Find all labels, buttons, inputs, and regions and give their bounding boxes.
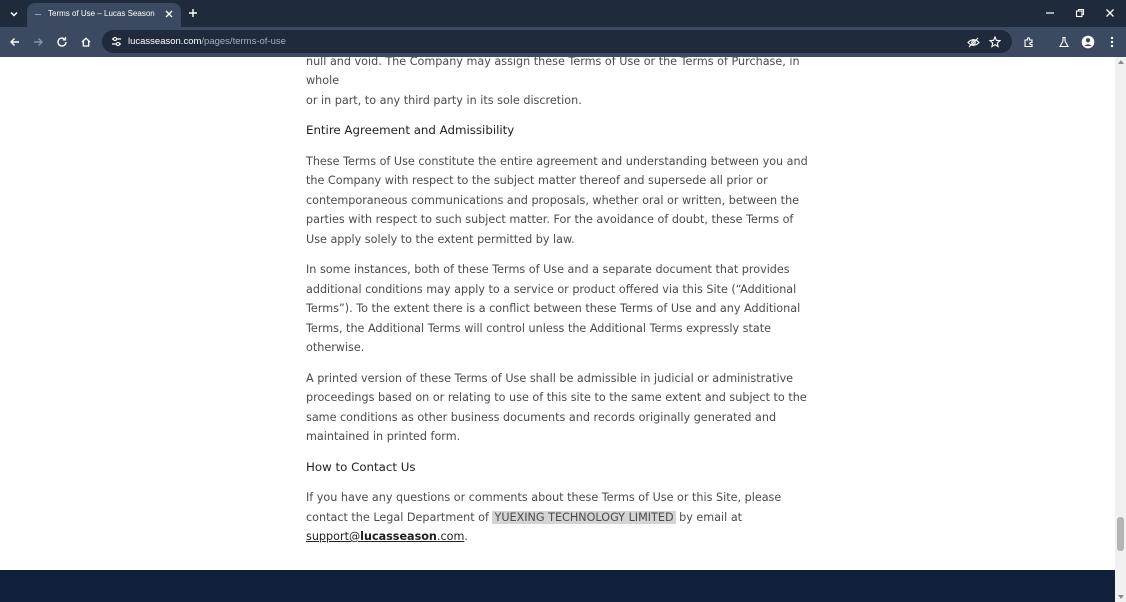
close-icon xyxy=(165,10,173,18)
new-tab-button[interactable] xyxy=(186,6,200,20)
back-icon xyxy=(9,36,21,48)
menu-button[interactable] xyxy=(1103,33,1121,51)
paragraph-contact xyxy=(306,488,811,547)
flask-icon xyxy=(1058,36,1070,48)
email-user: support@ xyxy=(306,530,361,543)
minimize-button[interactable] xyxy=(1041,4,1059,22)
prev-section-tail xyxy=(306,57,811,110)
forward-icon xyxy=(32,36,44,48)
labs-button[interactable] xyxy=(1055,33,1073,51)
site-settings-icon xyxy=(111,36,122,47)
profile-button[interactable] xyxy=(1079,33,1097,51)
reload-button[interactable] xyxy=(53,33,71,51)
tab-list-button[interactable] xyxy=(5,5,23,23)
more-vert-icon xyxy=(1110,36,1114,48)
active-tab[interactable] xyxy=(27,3,181,27)
heading-entire-agreement: Entire Agreement and Admissibility xyxy=(306,123,515,137)
heading-contact: How to Contact Us xyxy=(306,459,416,474)
site-info-button[interactable] xyxy=(109,34,123,48)
url-host: lucasseason.com xyxy=(128,36,202,47)
page-viewport xyxy=(0,57,1115,602)
home-button[interactable] xyxy=(77,33,95,51)
email-domain: lucasseason xyxy=(360,530,437,543)
plus-icon xyxy=(188,8,198,18)
forward-button[interactable] xyxy=(29,33,47,51)
scroll-down-arrow-icon[interactable] xyxy=(1118,595,1124,599)
browser-titlebar xyxy=(0,0,1126,27)
url-path: /pages/terms-of-use xyxy=(201,36,286,47)
close-window-button[interactable] xyxy=(1101,4,1119,22)
close-icon xyxy=(1105,8,1115,18)
eye-off-icon xyxy=(967,36,980,49)
paragraph-additional-terms: In some instances, both of these Terms of Use and a separate document that provides additional conditions may apply to a service or product offered via this Site (“Additional Terms”). To the extent there is a conflict between these Terms of Use and any Additional Terms, the Additional Terms will control unless the Additional Terms expressly state otherwise. xyxy=(306,263,801,354)
browser-toolbar xyxy=(0,27,1126,57)
extensions-icon xyxy=(1023,36,1035,48)
paragraph-entire-agreement: These Terms of Use constitute the entire agreement and understanding between you and the Company with respect to the subject matter thereof and supersede all prior or contemporaneous communications and proposals, whether oral or written, between the parties with respect to such subject matter. For the avoidance of doubt, these Terms of Use apply solely to the extent permitted by law. xyxy=(306,154,808,246)
bookmark-button[interactable] xyxy=(987,34,1003,50)
restore-icon xyxy=(1075,8,1085,18)
reload-icon xyxy=(56,36,68,48)
back-button[interactable] xyxy=(6,33,24,51)
prev-paragraph-line-1: null and void. The Company may assign these Terms of Use or the Terms of Purchase, in whole xyxy=(306,57,800,87)
prev-paragraph-line-2: or in part, to any third party in its sole discretion. xyxy=(306,93,582,107)
restore-button[interactable] xyxy=(1071,4,1089,22)
support-email-link[interactable] xyxy=(306,530,464,543)
email-tld: .com xyxy=(436,530,465,543)
page-scrollbar[interactable] xyxy=(1115,57,1126,602)
address-bar[interactable] xyxy=(102,30,1012,53)
tab-close-button[interactable] xyxy=(163,8,175,20)
site-footer xyxy=(0,570,1115,602)
url-text[interactable] xyxy=(128,36,286,47)
tab-list-icon xyxy=(9,9,19,19)
extensions-button[interactable] xyxy=(1020,33,1038,51)
scrollbar-thumb[interactable] xyxy=(1117,517,1124,551)
paragraph-admissibility: A printed version of these Terms of Use shall be admissible in judicial or administrative proceedings based on or relating to use of this site to the same extent and subject to the same conditions as other business documents and records originally generated and maintained in printed form. xyxy=(306,371,807,443)
terms-article xyxy=(306,57,811,558)
star-icon xyxy=(989,36,1001,48)
contact-end: . xyxy=(464,530,468,543)
scroll-up-arrow-icon[interactable] xyxy=(1118,60,1124,64)
tab-title: Terms of Use – Lucas Season xyxy=(48,9,155,18)
profile-icon xyxy=(1081,35,1095,49)
minimize-icon xyxy=(1045,8,1055,18)
contact-mid: by email at xyxy=(679,510,743,524)
tracking-protection-button[interactable] xyxy=(965,34,981,50)
tab-favicon xyxy=(35,14,41,15)
contact-prefix: If you have any questions or comments about these Terms of Use or this Site, please contact the Legal Department of xyxy=(306,491,782,524)
home-icon xyxy=(80,36,92,48)
company-name-highlighted: YUEXING TECHNOLOGY LIMITED xyxy=(494,510,674,524)
